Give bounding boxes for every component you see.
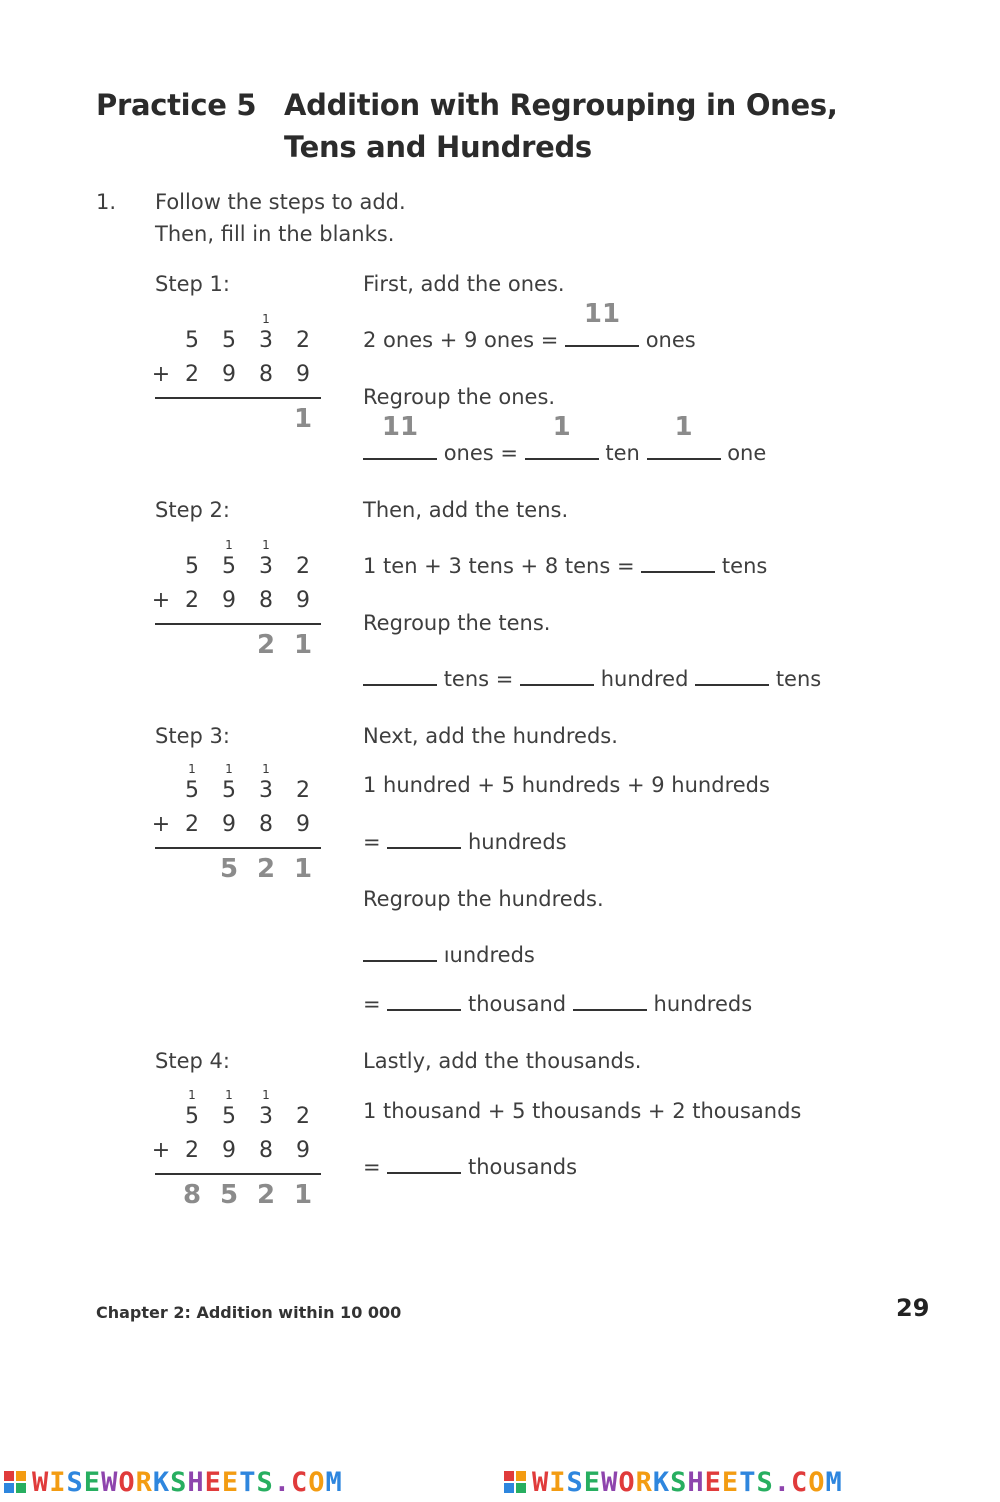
step-1-text: ten <box>605 441 640 465</box>
step-1-line-3: Regroup the ones. <box>363 385 556 409</box>
answer-blank[interactable] <box>387 823 461 849</box>
step-3-text: ıundreds <box>443 943 535 967</box>
plus-sign: + <box>151 362 171 387</box>
bottom-digit: 2 <box>185 588 199 613</box>
answer-blank[interactable] <box>363 412 437 460</box>
step-2-line-3: Regroup the tens. <box>363 611 551 635</box>
top-digit: 5 <box>222 328 236 353</box>
watermark-letter: E <box>204 1466 222 1498</box>
watermark-letter: S <box>256 1466 274 1498</box>
instruction-line2: Then, fill in the blanks. <box>155 222 395 246</box>
page-title-line1: Addition with Regrouping in Ones, <box>284 88 838 122</box>
watermark-letter: K <box>652 1466 671 1498</box>
answer-blank[interactable] <box>363 660 437 686</box>
carry-digit: 1 <box>262 312 270 326</box>
step-4-addition <box>151 1086 325 1216</box>
step-1-text: 2 ones + 9 ones = <box>363 328 559 352</box>
watermark-letter: E <box>583 1466 602 1498</box>
step-2-text: tens = <box>443 667 514 691</box>
instruction-line1: Follow the steps to add. <box>155 190 406 214</box>
top-digit: 3 <box>259 1104 273 1129</box>
answer-digit: 2 <box>256 1180 276 1210</box>
bottom-digit: 8 <box>259 588 273 613</box>
plus-sign: + <box>151 812 171 837</box>
watermark-letter: C <box>290 1466 309 1498</box>
top-digit: 2 <box>296 1104 310 1129</box>
bottom-digit: 2 <box>185 1138 199 1163</box>
top-digit: 5 <box>222 554 236 579</box>
watermark-letter: O <box>308 1466 326 1498</box>
step-1-line-1: First, add the ones. <box>363 272 565 296</box>
step-2-text: tens <box>775 667 822 691</box>
page-number: 29 <box>896 1294 930 1322</box>
answer-blank[interactable] <box>387 1148 461 1174</box>
watermark-letter: O <box>118 1466 136 1498</box>
answer-blank[interactable] <box>565 299 639 347</box>
carry-digit: 1 <box>262 762 270 776</box>
watermark-letter: M <box>325 1466 343 1498</box>
watermark-letter: S <box>66 1466 84 1498</box>
watermark-letter: H <box>687 1466 705 1498</box>
bottom-digit: 2 <box>185 362 199 387</box>
step-1-line-2 <box>363 299 696 352</box>
answer-blank[interactable] <box>525 412 599 460</box>
top-digit: 2 <box>296 554 310 579</box>
watermark-letter: T <box>239 1466 257 1498</box>
bottom-digit: 8 <box>259 362 273 387</box>
step-1-label: Step 1: <box>155 272 230 296</box>
watermark-letter: R <box>635 1466 653 1498</box>
watermark-logo-icon <box>4 1471 26 1493</box>
blank-answer: 11 <box>381 412 419 442</box>
carry-digit: 1 <box>262 538 270 552</box>
watermark-letter: W <box>32 1466 50 1498</box>
step-2-text: hundred <box>600 667 689 691</box>
carry-digit: 1 <box>262 1088 270 1102</box>
watermark-letter: I <box>49 1466 67 1498</box>
watermark-letter: E <box>83 1466 102 1498</box>
carry-digit: 1 <box>225 762 233 776</box>
bottom-digit: 8 <box>259 1138 273 1163</box>
step-2-text: 1 ten + 3 tens + 8 tens = <box>363 554 635 578</box>
watermark-letter: E <box>221 1466 240 1498</box>
answer-digit: 5 <box>219 1180 239 1210</box>
watermark-1 <box>4 1462 343 1502</box>
step-4-line-3 <box>363 1148 577 1179</box>
top-digit: 3 <box>259 554 273 579</box>
watermark-letter: W <box>101 1466 119 1498</box>
watermark-2 <box>504 1462 843 1502</box>
watermark-letter: S <box>756 1466 774 1498</box>
watermark-letter: . <box>273 1466 291 1498</box>
page-title-line2: Tens and Hundreds <box>284 130 592 164</box>
watermark-letter: I <box>549 1466 567 1498</box>
watermark-letter: K <box>152 1466 171 1498</box>
answer-digit: 8 <box>182 1180 202 1210</box>
carry-digit: 1 <box>225 538 233 552</box>
carry-digit: 1 <box>225 1088 233 1102</box>
top-digit: 5 <box>185 554 199 579</box>
watermark-letter: R <box>135 1466 153 1498</box>
step-1-text: ones = <box>443 441 518 465</box>
practice-label: Practice 5 <box>96 88 257 122</box>
watermark-letter: O <box>618 1466 636 1498</box>
step-2-label: Step 2: <box>155 498 230 522</box>
answer-digit: 2 <box>256 630 276 660</box>
step-1-text: one <box>727 441 767 465</box>
sum-rule <box>155 1173 321 1175</box>
bottom-digit: 9 <box>222 362 236 387</box>
bottom-digit: 9 <box>222 812 236 837</box>
plus-sign: + <box>151 588 171 613</box>
sum-rule <box>155 623 321 625</box>
watermark-letter: T <box>739 1466 757 1498</box>
watermark-text <box>532 1467 843 1498</box>
bottom-digit: 9 <box>296 1138 310 1163</box>
step-4-label: Step 4: <box>155 1049 230 1073</box>
blank-answer: 1 <box>674 412 693 442</box>
answer-blank[interactable] <box>363 936 437 962</box>
watermark-letter: O <box>808 1466 826 1498</box>
carry-digit: 1 <box>188 762 196 776</box>
answer-blank[interactable] <box>520 660 594 686</box>
top-digit: 5 <box>222 778 236 803</box>
top-digit: 2 <box>296 778 310 803</box>
answer-blank[interactable] <box>647 412 721 460</box>
chapter-footer: Chapter 2: Addition within 10 000 <box>96 1303 402 1322</box>
step-4-line-1: Lastly, add the thousands. <box>363 1049 642 1073</box>
watermark-letter: M <box>825 1466 843 1498</box>
step-3-text: thousand <box>467 992 567 1016</box>
step-3-text: hundreds <box>467 830 567 854</box>
bottom-digit: 9 <box>296 812 310 837</box>
answer-blank[interactable] <box>387 985 461 1011</box>
step-1-addition <box>151 310 325 440</box>
step-3-line-1: Next, add the hundreds. <box>363 724 618 748</box>
step-2-text: tens <box>721 554 768 578</box>
answer-digit: 2 <box>256 854 276 884</box>
answer-digit: 1 <box>293 1180 313 1210</box>
watermark-letter: S <box>170 1466 188 1498</box>
bottom-digit: 2 <box>185 812 199 837</box>
top-digit: 3 <box>259 778 273 803</box>
watermark-text <box>32 1467 343 1498</box>
step-2-addition <box>151 536 325 666</box>
answer-blank[interactable] <box>573 985 647 1011</box>
step-3-line-2: 1 hundred + 5 hundreds + 9 hundreds <box>363 773 770 797</box>
step-3-line-5 <box>363 936 535 967</box>
step-4-line-2: 1 thousand + 5 thousands + 2 thousands <box>363 1099 802 1123</box>
step-3-line-3 <box>363 823 567 854</box>
answer-blank[interactable] <box>641 547 715 573</box>
step-3-line-4: Regroup the hundreds. <box>363 887 604 911</box>
sum-rule <box>155 397 321 399</box>
bottom-digit: 9 <box>222 588 236 613</box>
answer-digit: 1 <box>293 630 313 660</box>
step-4-text: = <box>363 1155 381 1179</box>
top-digit: 5 <box>222 1104 236 1129</box>
bottom-digit: 8 <box>259 812 273 837</box>
step-2-line-1: Then, add the tens. <box>363 498 569 522</box>
step-4-text: thousands <box>467 1155 578 1179</box>
step-2-line-4 <box>363 660 821 691</box>
step-3-line-6 <box>363 985 752 1016</box>
watermark-letter: . <box>773 1466 791 1498</box>
carry-digit: 1 <box>188 1088 196 1102</box>
watermark-letter: E <box>704 1466 722 1498</box>
bottom-digit: 9 <box>222 1138 236 1163</box>
blank-answer: 1 <box>552 412 571 442</box>
watermark-logo-icon <box>504 1471 526 1493</box>
step-3-label: Step 3: <box>155 724 230 748</box>
bottom-digit: 9 <box>296 588 310 613</box>
top-digit: 5 <box>185 778 199 803</box>
answer-digit: 1 <box>293 854 313 884</box>
bottom-digit: 9 <box>296 362 310 387</box>
answer-blank[interactable] <box>695 660 769 686</box>
step-1-text: ones <box>645 328 696 352</box>
top-digit: 3 <box>259 328 273 353</box>
step-1-line-4 <box>363 412 767 465</box>
step-3-addition <box>151 760 325 890</box>
top-digit: 5 <box>185 328 199 353</box>
watermark-letter: W <box>532 1466 550 1498</box>
step-3-text: hundreds <box>653 992 753 1016</box>
step-3-text: = <box>363 992 381 1016</box>
blank-answer: 11 <box>583 299 621 329</box>
watermark-letter: E <box>721 1466 740 1498</box>
answer-digit: 5 <box>219 854 239 884</box>
watermark-letter: W <box>601 1466 619 1498</box>
step-3-text: = <box>363 830 381 854</box>
plus-sign: + <box>151 1138 171 1163</box>
top-digit: 5 <box>185 1104 199 1129</box>
watermark-letter: S <box>670 1466 688 1498</box>
top-digit: 2 <box>296 328 310 353</box>
watermark-letter: C <box>790 1466 809 1498</box>
watermark-letter: S <box>566 1466 584 1498</box>
sum-rule <box>155 847 321 849</box>
answer-digit: 1 <box>293 404 313 434</box>
step-2-line-2 <box>363 547 767 578</box>
watermark-letter: H <box>187 1466 205 1498</box>
question-number: 1. <box>96 190 117 214</box>
